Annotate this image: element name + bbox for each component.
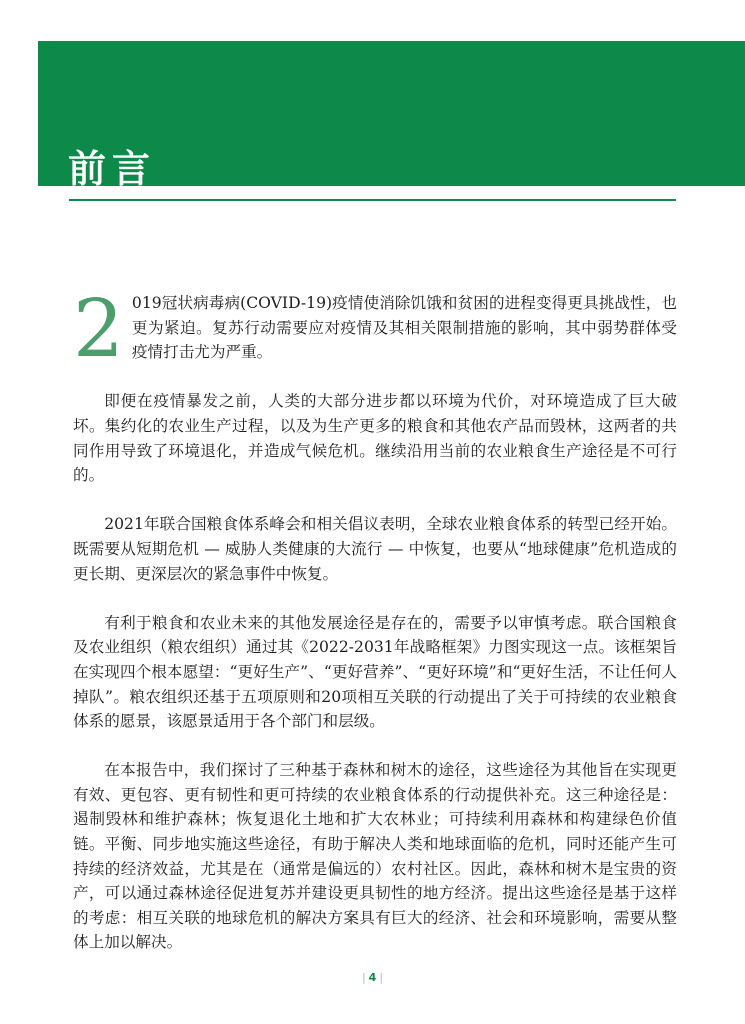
paragraph-4: 有利于粮食和农业未来的其他发展途径是存在的，需要予以审慎考虑。联合国粮食及农业组织（粮农组织）通过其《2022-2031年战略框架》力图实现这一点。该框架旨在实现四个根本愿望：“更好生产”、“更好营养”、“更好环境”和“更好生活，不让任何人掉队”。粮农组织还基于五项原则和20项相互关联的行动提出了关于可持续的农业粮食体系的愿景，该愿景适用于各个部门和层级。: [73, 613, 677, 731]
page-number-divider-left: |: [361, 971, 366, 984]
paragraph-3: 2021年联合国粮食体系峰会和相关倡议表明，全球农业粮食体系的转型已经开始。既需要从短期危机 — 威胁人类健康的大流行 — 中恢复，也要从“地球健康”危机造成的更长期、更深层次的紧急事件中恢复。: [73, 515, 677, 583]
title-underline: [69, 199, 676, 201]
paragraph-1-text: 019冠状病毒病(COVID-19)疫情使消除饥饿和贫困的进程变得更具挑战性，也更为紧迫。复苏行动需要应对疫情及其相关限制措施的影响，其中弱势群体受疫情打击尤为严重。: [131, 294, 677, 362]
page-number-divider-right: |: [379, 971, 384, 984]
header-banner: [38, 41, 745, 191]
body-text: [73, 282, 677, 980]
drop-cap: 2: [73, 282, 124, 375]
paragraph-1: [73, 282, 677, 375]
paragraph-5: 在本报告中，我们探讨了三种基于森林和树木的途径，这些途径为其他旨在实现更有效、更包容、更有韧性和更可持续的农业粮食体系的行动提供补充。这三种途径是：遏制毁林和维护森林；恢复退化土地和扩大农林业；可持续利用森林和构建绿色价值链。平衡、同步地实施这些途径，有助于解决人类和地球面临的危机，同时还能产生可持续的经济效益，尤其是在（通常是偏远的）农村社区。因此，森林和树木是宝贵的资产，可以通过森林途径促进复苏并建设更具韧性的地方经济。提出这些途径是基于这样的考虑：相互关联的地球危机的解决方案具有巨大的经济、社会和环境影响，需要从整体上加以解决。: [73, 761, 677, 952]
page-number-value: 4: [368, 971, 377, 984]
page-title: 前言: [68, 147, 157, 191]
paragraph-2: 即便在疫情暴发之前，人类的大部分进步都以环境为代价，对环境造成了巨大破坏。集约化的农业生产过程，以及为生产更多的粮食和其他农产品而毁林，这两者的共同作用导致了环境退化，并造成气候危机。继续沿用当前的农业粮食生产途径是不可行的。: [73, 392, 677, 485]
page-number: [0, 971, 745, 984]
